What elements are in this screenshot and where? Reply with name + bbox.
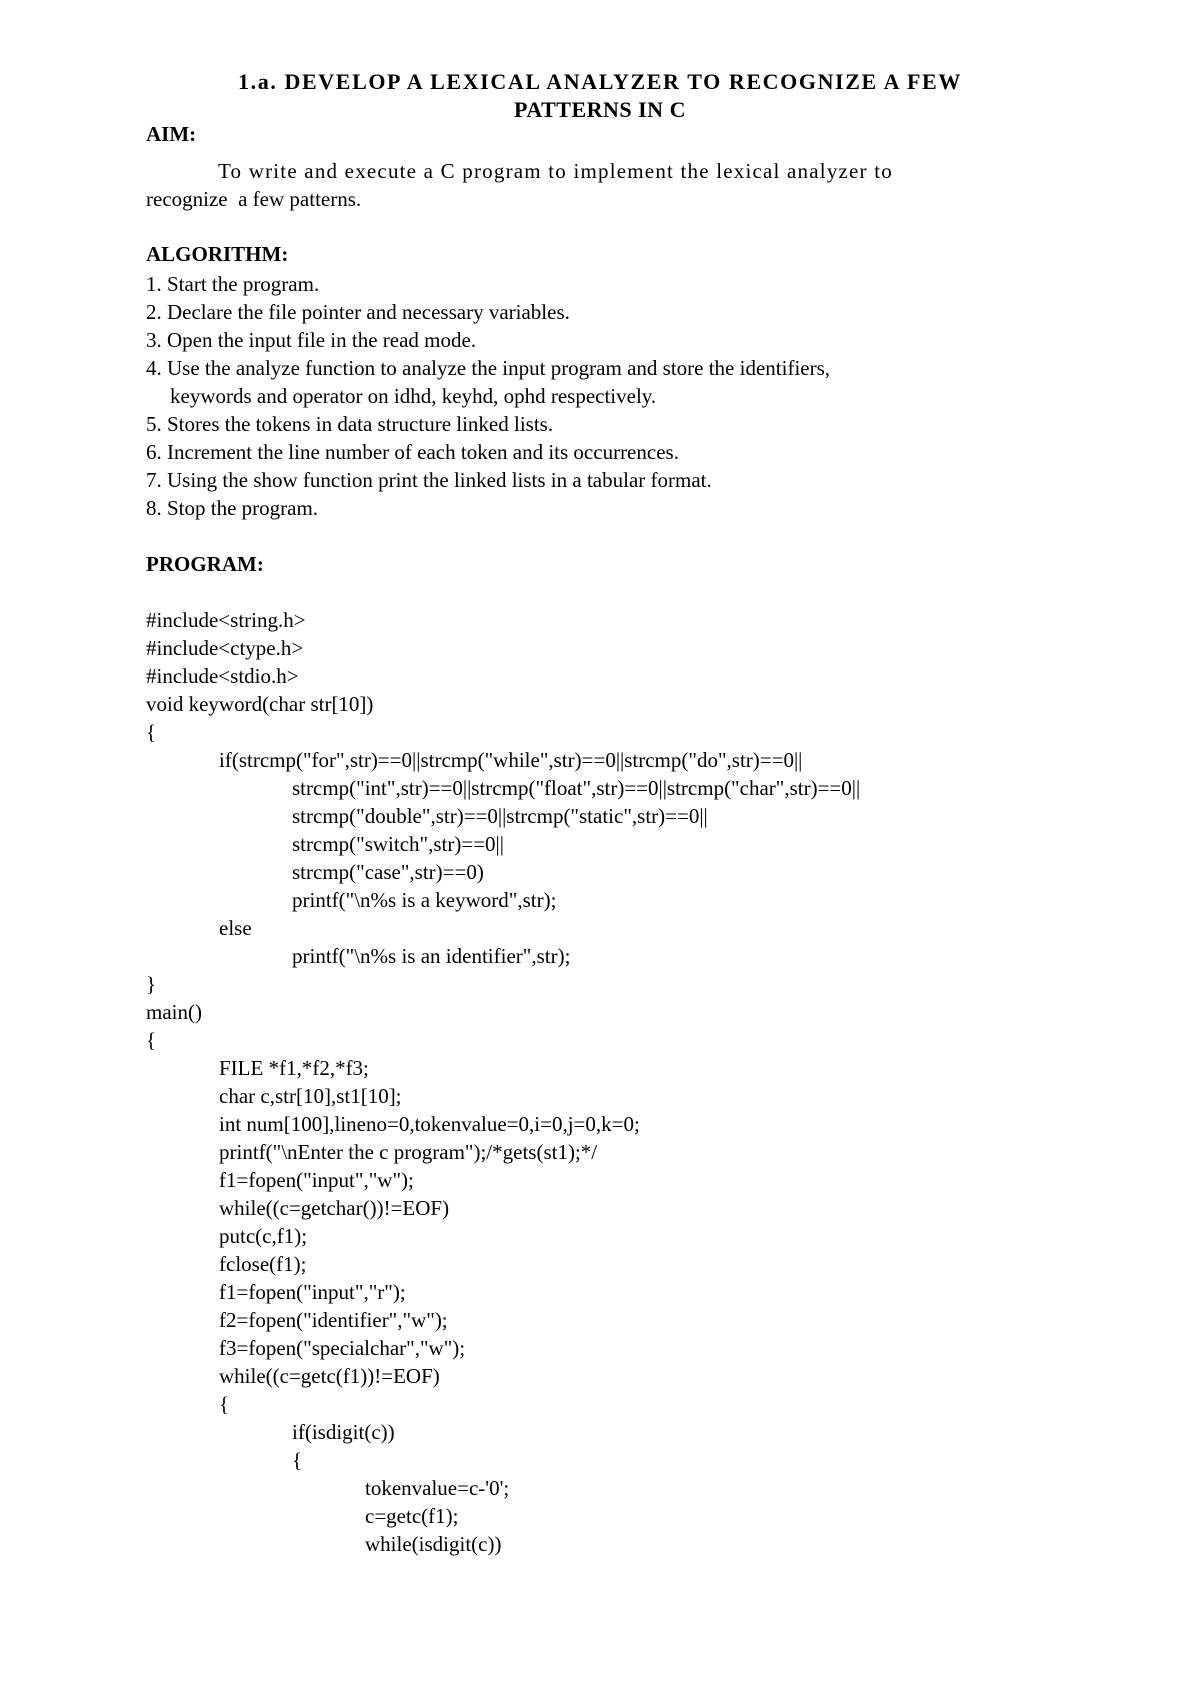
code-line: char c,str[10],st1[10]; xyxy=(219,1084,402,1108)
title-line-1: 1.a. DEVELOP A LEXICAL ANALYZER TO RECOGNIZE A FEW xyxy=(238,69,962,94)
code-line: printf("\n%s is an identifier",str); xyxy=(292,944,571,968)
code-line: { xyxy=(146,1028,157,1052)
code-line: { xyxy=(219,1392,230,1416)
algorithm-step: 1. Start the program. xyxy=(146,272,320,296)
algorithm-step: 4. Use the analyze function to analyze the input program and store the identifiers, xyxy=(146,356,831,380)
code-line: f1=fopen("input","r"); xyxy=(219,1280,406,1304)
document-title xyxy=(140,68,1060,124)
code-line: printf("\n%s is a keyword",str); xyxy=(292,888,557,912)
aim-heading: AIM: xyxy=(146,122,197,146)
algorithm-step: 5. Stores the tokens in data structure linked lists. xyxy=(146,412,554,436)
code-line: f1=fopen("input","w"); xyxy=(219,1168,414,1192)
code-line: strcmp("double",str)==0||strcmp("static",str)==0|| xyxy=(292,804,708,828)
code-line: #include<ctype.h> xyxy=(146,636,304,660)
code-line: { xyxy=(146,720,157,744)
program-code xyxy=(146,606,860,1558)
code-line: main() xyxy=(146,1000,202,1024)
code-line: strcmp("int",str)==0||strcmp("float",str)==0||strcmp("char",str)==0|| xyxy=(292,776,861,800)
code-line: c=getc(f1); xyxy=(365,1504,459,1528)
code-line: strcmp("case",str)==0) xyxy=(292,860,484,884)
code-line: if(isdigit(c)) xyxy=(292,1420,395,1444)
code-line: f2=fopen("identifier","w"); xyxy=(219,1308,448,1332)
code-line: else xyxy=(219,916,252,940)
algorithm-heading: ALGORITHM: xyxy=(146,242,289,266)
code-line: #include<string.h> xyxy=(146,608,306,632)
code-line: while(isdigit(c)) xyxy=(365,1532,502,1556)
code-line: putc(c,f1); xyxy=(219,1224,308,1248)
code-line: fclose(f1); xyxy=(219,1252,307,1276)
algorithm-step-continuation: keywords and operator on idhd, keyhd, ophd respectively. xyxy=(170,384,657,408)
code-line: } xyxy=(146,972,157,996)
code-line: while((c=getchar())!=EOF) xyxy=(219,1196,450,1220)
aim-text-line-1: To write and execute a C program to implement the lexical analyzer to xyxy=(218,159,893,183)
algorithm-step: 7. Using the show function print the linked lists in a tabular format. xyxy=(146,468,712,492)
algorithm-step: 2. Declare the file pointer and necessary variables. xyxy=(146,300,570,324)
code-line: #include<stdio.h> xyxy=(146,664,299,688)
code-line: { xyxy=(292,1448,303,1472)
code-line: void keyword(char str[10]) xyxy=(146,692,374,716)
algorithm-steps xyxy=(146,270,830,522)
algorithm-step: 3. Open the input file in the read mode. xyxy=(146,328,477,352)
code-line: while((c=getc(f1))!=EOF) xyxy=(219,1364,440,1388)
code-line: FILE *f1,*f2,*f3; xyxy=(219,1056,369,1080)
code-line: int num[100],lineno=0,tokenvalue=0,i=0,j=0,k=0; xyxy=(219,1112,640,1136)
algorithm-step: 8. Stop the program. xyxy=(146,496,319,520)
aim-text-line-2: recognize a few patterns. xyxy=(146,187,362,211)
title-line-2: PATTERNS IN C xyxy=(514,97,686,122)
code-line: tokenvalue=c-'0'; xyxy=(365,1476,510,1500)
algorithm-step: 6. Increment the line number of each token and its occurrences. xyxy=(146,440,679,464)
program-heading: PROGRAM: xyxy=(146,552,264,576)
code-line: if(strcmp("for",str)==0||strcmp("while",str)==0||strcmp("do",str)==0|| xyxy=(219,748,803,772)
code-line: printf("\nEnter the c program");/*gets(st1);*/ xyxy=(219,1140,598,1164)
code-line: strcmp("switch",str)==0|| xyxy=(292,832,504,856)
code-line: f3=fopen("specialchar","w"); xyxy=(219,1336,466,1360)
